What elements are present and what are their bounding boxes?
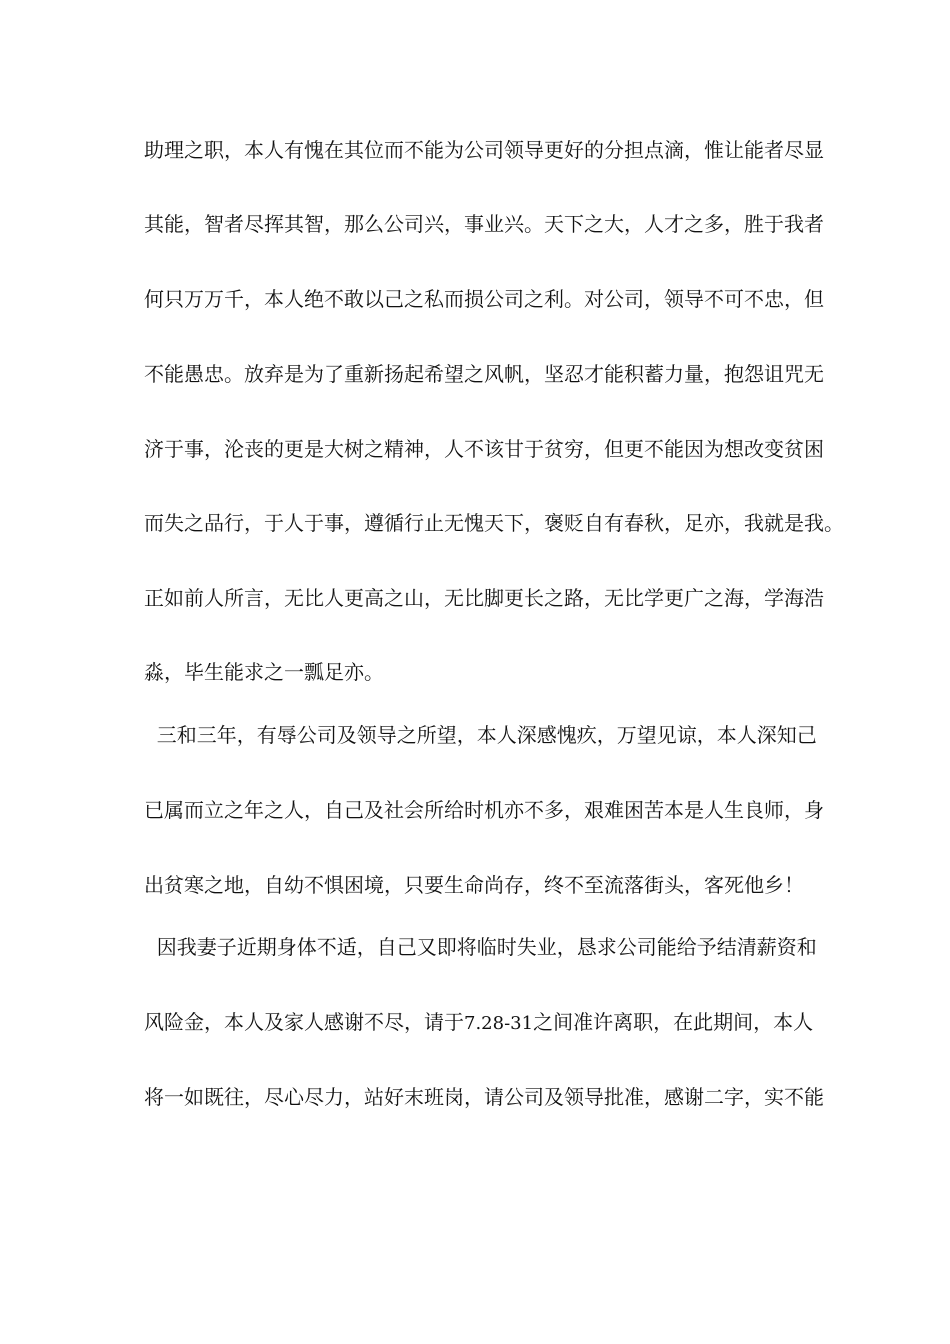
text-line-6: 而失之品行，于人于事，遵循行止无愧天下，褒贬自有春秋，足亦，我就是我。 [144, 511, 844, 535]
paragraph-2-line-2: 已属而立之年之人，自己及社会所给时机亦不多，艰难困苦本是人生良师，身 [144, 798, 824, 822]
line-text-after-date: 之间准许离职，在此期间，本人 [533, 1010, 814, 1034]
paragraph-3-line-2 [144, 1009, 824, 1037]
text-line-3: 何只万万千，本人绝不敢以己之私而损公司之利。对公司，领导不可不忠，但 [144, 287, 824, 311]
paragraph-3-line-3: 将一如既往，尽心尽力，站好末班岗，请公司及领导批准，感谢二字，实不能 [144, 1085, 824, 1109]
date-range: 7.28-31 [464, 1013, 534, 1034]
paragraph-3-line-1: 因我妻子近期身体不适，自己又即将临时失业，恳求公司能给予结清薪资和 [144, 935, 817, 959]
text-line-5: 济于事，沦丧的更是大树之精神，人不该甘于贫穷，但更不能因为想改变贫困 [144, 437, 824, 461]
text-line-2: 其能，智者尽挥其智，那么公司兴，事业兴。天下之大，人才之多，胜于我者 [144, 212, 824, 236]
text-line-7: 正如前人所言，无比人更高之山，无比脚更长之路，无比学更广之海，学海浩 [144, 586, 824, 610]
paragraph-2-line-1: 三和三年，有辱公司及领导之所望，本人深感愧疚，万望见谅，本人深知己 [144, 723, 817, 747]
paragraph-2-line-3: 出贫寒之地，自幼不惧困境，只要生命尚存，终不至流落街头，客死他乡！ [144, 873, 804, 897]
text-line-8: 淼，毕生能求之一瓢足亦。 [144, 660, 384, 684]
text-line-1: 助理之职，本人有愧在其位而不能为公司领导更好的分担点滴，惟让能者尽显 [144, 138, 824, 162]
text-line-4: 不能愚忠。放弃是为了重新扬起希望之风帆，坚忍才能积蓄力量，抱怨诅咒无 [144, 362, 824, 386]
line-text-before-date: 风险金，本人及家人感谢不尽，请于 [144, 1010, 464, 1034]
